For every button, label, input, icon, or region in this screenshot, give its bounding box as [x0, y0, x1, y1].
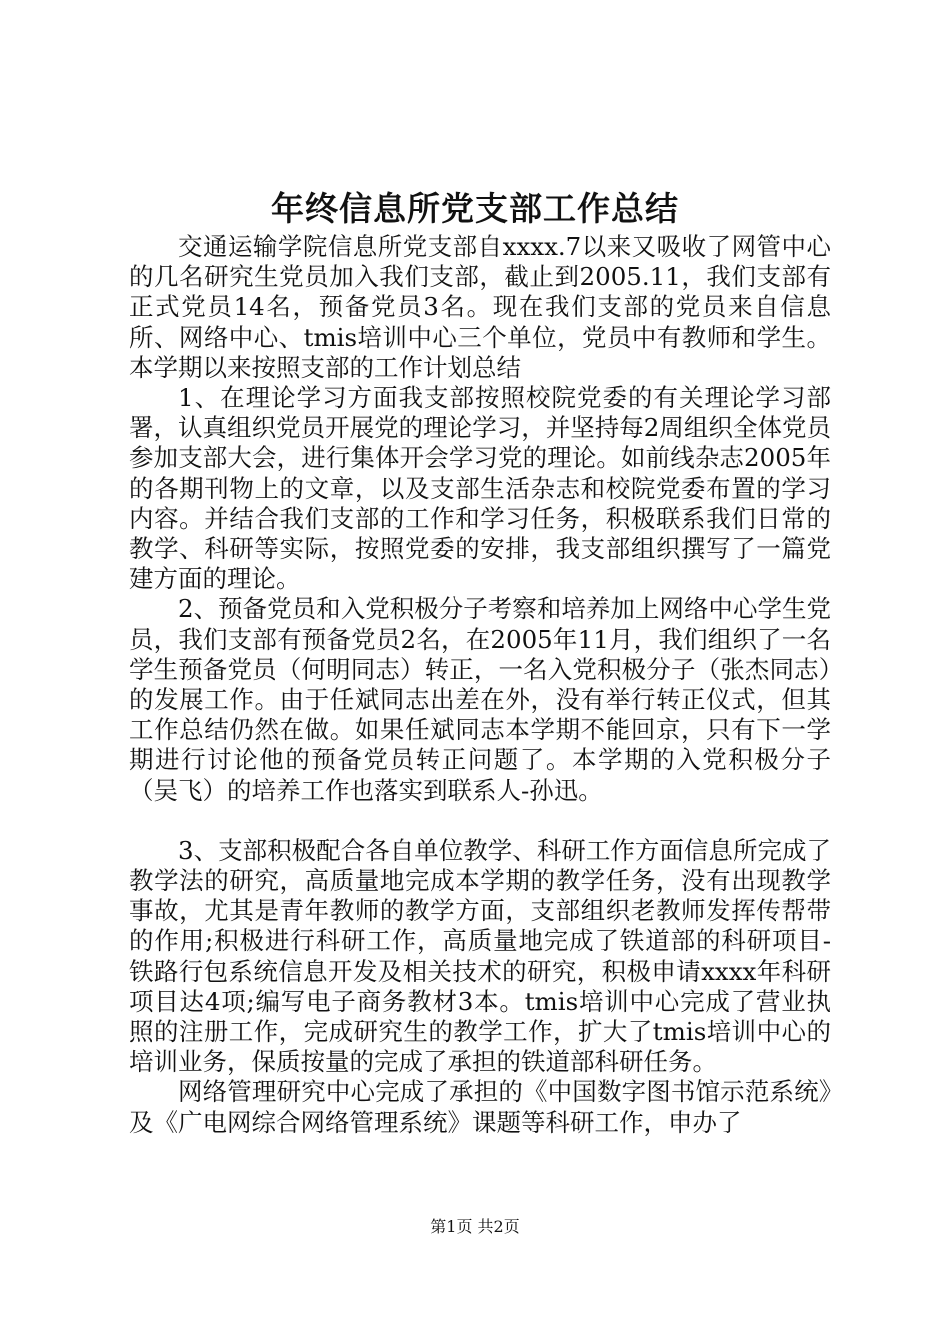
paragraph-member-development: 2、预备党员和入党积极分子考察和培养加上网络中心学生党员，我们支部有预备党员2名，在2005年11月，我们组织了一名学生预备党员（何明同志）转正，一名入党积极分子（张杰同志）的发展工作。由于任斌同志出差在外，没有举行转正仪式，但其工作总结仍然在做。如果任斌同志本学期不能回京，只有下一学期进行讨论他的预备党员转正问题了。本学期的入党积极分子（吴飞）的培养工作也落实到联系人-孙迅。	[129, 594, 831, 805]
paragraph-theory-study: 1、在理论学习方面我支部按照校院党委的有关理论学习部署，认真组织党员开展党的理论学习，并坚持每2周组织全体党员参加支部大会，进行集体开会学习党的理论。如前线杂志2005年的各期刊物上的文章，以及支部生活杂志和校院党委布置的学习内容。并结合我们支部的工作和学习任务，积极联系我们日常的教学、科研等实际，按照党委的安排，我支部组织撰写了一篇党建方面的理论。	[129, 383, 831, 594]
paragraph-network-center: 网络管理研究中心完成了承担的《中国数字图书馆示范系统》及《广电网综合网络管理系统》课题等科研工作，申办了	[129, 1077, 831, 1137]
document-title: 年终信息所党支部工作总结	[271, 189, 679, 228]
paragraph-teaching-research: 3、支部积极配合各自单位教学、科研工作方面信息所完成了教学法的研究，高质量地完成本学期的教学任务，没有出现教学事故，尤其是青年教师的教学方面，支部组织老教师发挥传帮带的作用;积极进行科研工作，高质量地完成了铁道部的科研项目-铁路行包系统信息开发及相关技术的研究，积极申请xxxx年科研项目达4项;编写电子商务教材3本。tmis培训中心完成了营业执照的注册工作，完成研究生的教学工作，扩大了tmis培训中心的培训业务，保质按量的完成了承担的铁道部科研任务。	[129, 835, 831, 1077]
document-body	[129, 232, 831, 1138]
page-number-footer: 第1页 共2页	[430, 1217, 520, 1236]
paragraph-intro: 交通运输学院信息所党支部自xxxx.7以来又吸收了网管中心的几名研究生党员加入我们支部，截止到2005.11，我们支部有正式党员14名，预备党员3名。现在我们支部的党员来自信息所、网络中心、tmis培训中心三个单位，党员中有教师和学生。本学期以来按照支部的工作计划总结	[129, 232, 831, 382]
